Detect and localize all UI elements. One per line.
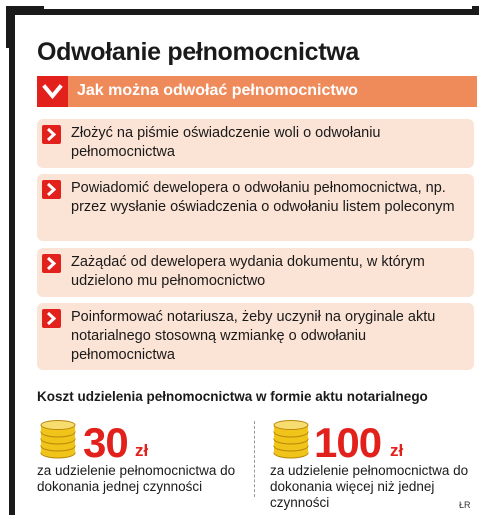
source-credit: ŁR [459, 500, 471, 510]
step-card-3 [37, 248, 474, 297]
cost-divider [254, 421, 256, 497]
chevron-right-icon [42, 309, 61, 328]
frame-top-gap [44, 6, 472, 9]
step-text: Poinformować notariusza, żeby uczynił na oryginale aktu notarialnego stosowną wzmiankę o odwołaniu pełnomocnictwa [71, 309, 436, 363]
chevron-right-icon [42, 180, 61, 199]
step-card-4 [37, 303, 474, 370]
cost-description-1: za udzielenie pełnomocnictwa do dokonania jednej czynności [37, 463, 236, 494]
step-text: Złożyć na piśmie oświadczenie woli o odwołaniu pełnomocnictwa [71, 125, 381, 160]
step-text: Powiadomić dewelopera o odwołaniu pełnomocnictwa, np. przez wysłanie oświadczenia o odwołaniu listem poleconym [71, 180, 455, 215]
cost-unit-1: zł [135, 441, 149, 460]
chevron-right-icon [42, 254, 61, 273]
step-card-2 [37, 174, 474, 241]
step-card-1 [37, 119, 474, 168]
cost-section-title: Koszt udzielenia pełnomocnictwa w formie aktu notarialnego [37, 389, 428, 404]
chevron-right-icon [42, 125, 61, 144]
coin-stack-icon [37, 420, 79, 465]
step-text: Zażądać od dewelopera wydania dokumentu, w którym udzielono mu pełnomocnictwo [71, 254, 425, 289]
cost-description-2: za udzielenie pełnomocnictwa do dokonania więcej niż jednej czynności [270, 463, 469, 510]
frame-left-gap [6, 48, 9, 515]
cost-amount-2: 100 [314, 419, 382, 466]
section-banner-label: Jak można odwołać pełnomocnictwo [77, 82, 358, 99]
cost-unit-2: zł [390, 441, 404, 460]
chevron-down-icon [37, 76, 68, 107]
cost-amount-1: 30 [83, 419, 128, 466]
page-title: Odwołanie pełnomocnictwa [37, 38, 360, 66]
coin-stack-icon [270, 420, 312, 465]
